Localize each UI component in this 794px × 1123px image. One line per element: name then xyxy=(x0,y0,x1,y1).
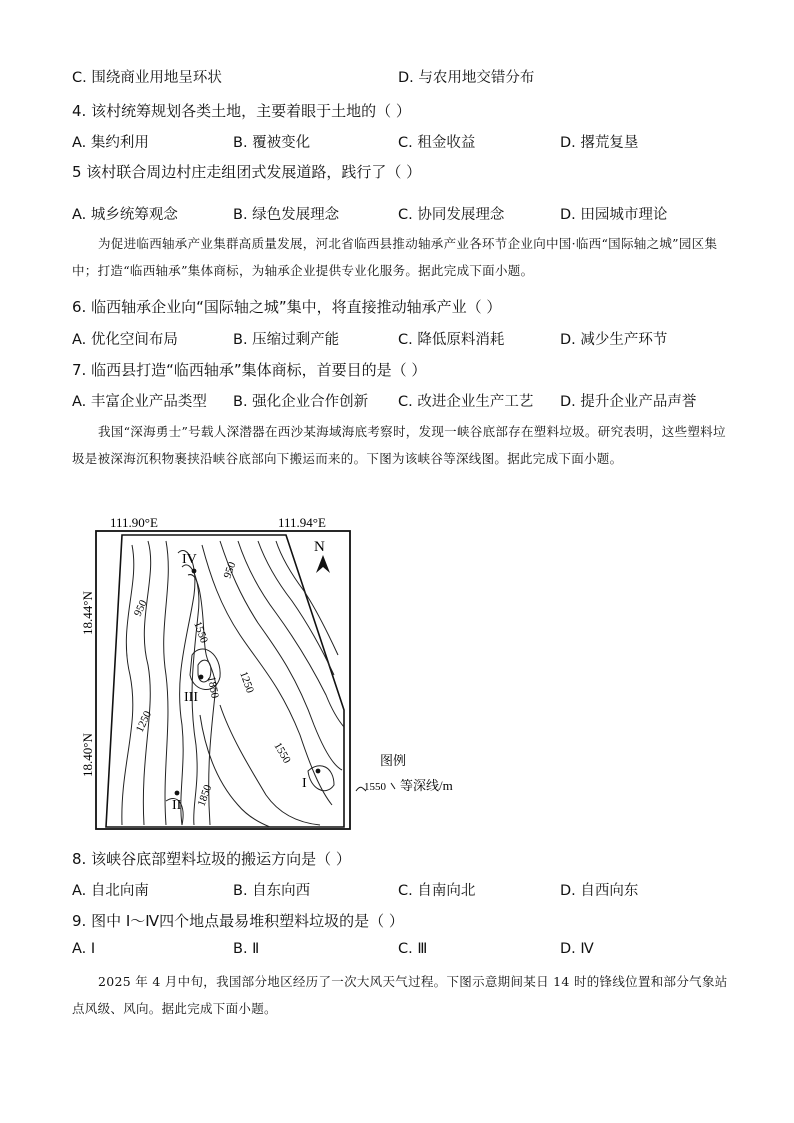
contour-label-1250-east: 1250 xyxy=(237,669,256,695)
q4-option-c: C. 租金收益 xyxy=(398,135,476,151)
contour-lines xyxy=(122,541,344,827)
passage-bearing-text: 为促进临西轴承产业集群高质量发展，河北省临西县推动轴承产业各环节企业向中国·临西“国际轴之城”园区集中；打造“临西轴承”集体商标，为轴承企业提供专业化服务。据此完成下面小题。 xyxy=(72,236,718,278)
q6-option-a: A. 优化空间布局 xyxy=(72,332,178,348)
q9-stem: 9. 图中 Ⅰ～Ⅳ四个地点最易堆积塑料垃圾的是（ ） xyxy=(72,912,404,930)
passage-wind-weather xyxy=(72,968,732,1022)
lat-label-2: 18.40°N xyxy=(80,733,95,777)
q8-stem: 8. 该峡谷底部塑料垃圾的搬运方向是（ ） xyxy=(72,850,351,868)
q6-option-d: D. 减少生产环节 xyxy=(560,332,668,348)
point-iv-label: IV xyxy=(182,552,197,567)
legend-title: 图例 xyxy=(380,753,407,768)
lon-label-2: 111.94°E xyxy=(278,515,326,530)
point-i-label: I xyxy=(302,776,307,791)
q8-option-c: C. 自南向北 xyxy=(398,883,476,899)
point-i-marker xyxy=(316,769,321,774)
north-label: N xyxy=(314,539,325,555)
passage-deep-sea-text: 我国“深海勇士”号载人深潜器在西沙某海域海底考察时，发现一峡谷底部存在塑料垃圾。研究表明，这些塑料垃圾是被深海沉积物裹挟沿峡谷底部向下搬运而来的。下图为该峡谷等深线图。据此完成下面小题。 xyxy=(72,424,726,466)
passage-bearing-industry xyxy=(72,230,732,284)
q5-option-a: A. 城乡统筹观念 xyxy=(72,207,178,223)
q7-option-b: B. 强化企业合作创新 xyxy=(233,394,369,410)
q9-option-b: B. Ⅱ xyxy=(233,941,260,957)
q7-stem: 7. 临西县打造“临西轴承”集体商标，首要目的是（ ） xyxy=(72,361,427,379)
q6-option-c: C. 降低原料消耗 xyxy=(398,332,505,348)
q7-option-c: C. 改进企业生产工艺 xyxy=(398,394,534,410)
q6-option-b: B. 压缩过剩产能 xyxy=(233,332,340,348)
q9-option-a: A. Ⅰ xyxy=(72,941,96,957)
q8-option-b: B. 自东向西 xyxy=(233,883,311,899)
legend-text: 等深线/m xyxy=(400,778,453,793)
contour-label-1550-south: 1550 xyxy=(271,740,293,766)
lon-label-1: 111.90°E xyxy=(110,515,158,530)
point-ii-marker xyxy=(175,791,180,796)
contour-label-1250-west: 1250 xyxy=(133,709,155,735)
point-iii-label: III xyxy=(184,690,198,705)
q7-option-d: D. 提升企业产品声誉 xyxy=(560,394,697,410)
q5-option-b: B. 绿色发展理念 xyxy=(233,207,340,223)
survey-area-outline xyxy=(106,535,344,827)
q4-stem: 4. 该村统筹规划各类土地，主要着眼于土地的（ ） xyxy=(72,102,411,120)
contour-label-1850-south: 1850 xyxy=(195,783,215,809)
north-arrow-icon xyxy=(316,555,330,573)
passage-wind-text: 2025 年 4 月中旬，我国部分地区经历了一次大风天气过程。下图示意期间某日 14 时的锋线位置和部分气象站点风级、风向。据此完成下面小题。 xyxy=(72,974,728,1016)
q8-option-a: A. 自北向南 xyxy=(72,883,149,899)
q4-option-b: B. 覆被变化 xyxy=(233,135,311,151)
bathymetric-map xyxy=(70,505,470,835)
q6-stem: 6. 临西轴承企业向“国际轴之城”集中，将直接推动轴承产业（ ） xyxy=(72,298,502,316)
passage-deep-sea xyxy=(72,418,732,472)
point-iii-marker xyxy=(199,675,204,680)
lat-label-1: 18.44°N xyxy=(80,591,95,635)
point-iv-marker xyxy=(192,569,197,574)
q7-option-a: A. 丰富企业产品类型 xyxy=(72,394,207,410)
q4-option-a: A. 集约利用 xyxy=(72,135,149,151)
legend-tick xyxy=(391,783,395,789)
q3-option-d: D. 与农用地交错分布 xyxy=(398,70,535,86)
contour-label-950-west: 950 xyxy=(131,598,150,619)
contour-label-1550-north: 1550 xyxy=(191,619,210,645)
q5-option-d: D. 田园城市理论 xyxy=(560,207,668,223)
q8-option-d: D. 自西向东 xyxy=(560,883,639,899)
q3-option-c: C. 围绕商业用地呈环状 xyxy=(72,70,222,86)
q5-option-c: C. 协同发展理念 xyxy=(398,207,505,223)
q5-stem: 5 该村联合周边村庄走组团式发展道路，践行了（ ） xyxy=(72,163,422,181)
q9-option-c: C. Ⅲ xyxy=(398,941,428,957)
point-ii-label: II xyxy=(172,798,182,813)
q9-option-d: D. Ⅳ xyxy=(560,941,594,957)
legend-value: 1550 xyxy=(364,781,386,793)
q4-option-d: D. 撂荒复垦 xyxy=(560,135,639,151)
contour-label-950-east: 950 xyxy=(221,560,239,581)
contour-label-1850-north: 1850 xyxy=(205,675,221,700)
